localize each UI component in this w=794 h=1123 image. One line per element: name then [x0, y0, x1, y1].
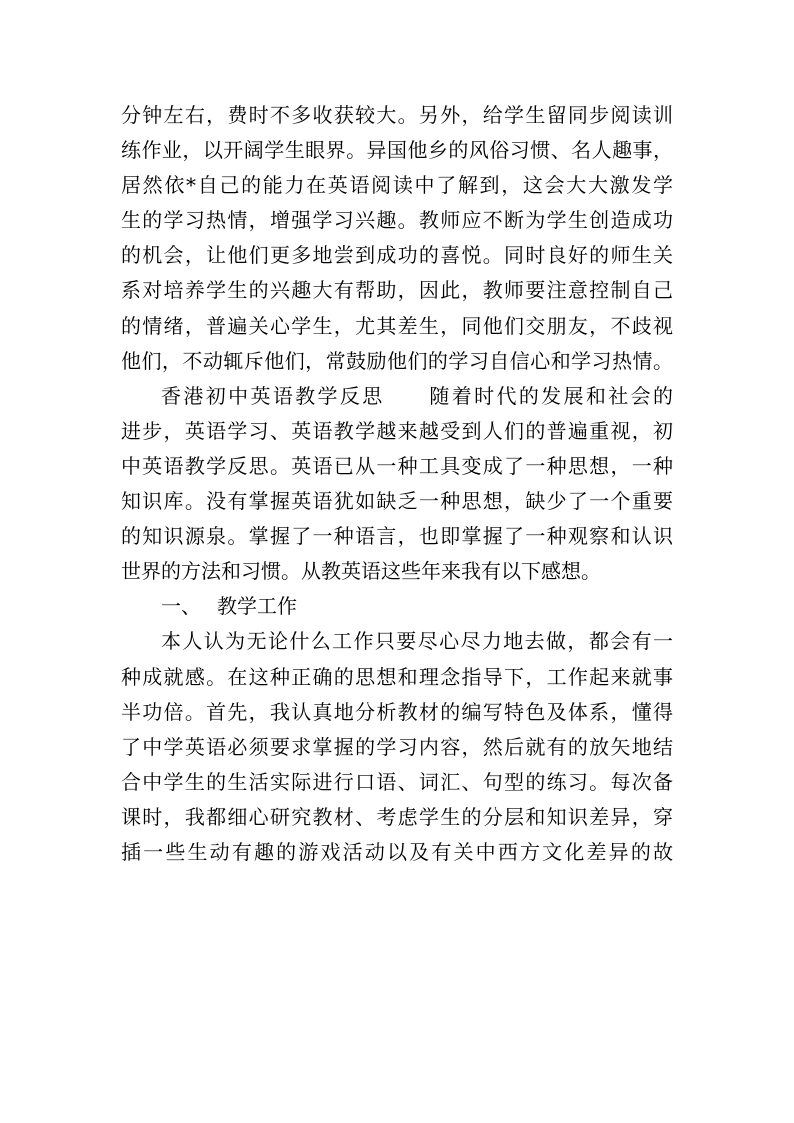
text-line: 系对培养学生的兴趣大有帮助，因此，教师要注意控制自己 [121, 278, 673, 303]
text-line: 种成就感。在这种正确的思想和理念指导下，工作起来就事 [121, 664, 673, 689]
text-line: 的情绪，普遍关心学生，尤其差生，同他们交朋友，不歧视 [121, 313, 673, 338]
text-line: 半功倍。首先，我认真地分析教材的编写特色及体系，懂得 [121, 699, 673, 724]
text-line: 了中学英语必须要求掌握的学习内容，然后就有的放矢地结 [121, 734, 673, 759]
text-line: 世界的方法和习惯。从教英语这些年来我有以下感想。 [121, 559, 601, 584]
text-line: 的知识源泉。掌握了一种语言，也即掌握了一种观察和认识 [121, 524, 673, 549]
paragraph [121, 98, 673, 379]
text-line: 进步，英语学习、英语教学越来越受到人们的普遍重视，初 [121, 418, 673, 443]
text-line: 课时，我都细心研究教材、考虑学生的分层和知识差异，穿 [121, 804, 673, 829]
text-line: 他们，不动辄斥他们，常鼓励他们的学习自信心和学习热情。 [121, 348, 673, 373]
text-line: 合中学生的生活实际进行口语、词汇、句型的练习。每次备 [121, 769, 673, 794]
text-line: 中英语教学反思。英语已从一种工具变成了一种思想，一种 [121, 453, 673, 478]
text-line: 练作业，以开阔学生眼界。异国他乡的风俗习惯、名人趣事， [121, 138, 673, 163]
text-line: 的机会，让他们更多地尝到成功的喜悦。同时良好的师生关 [121, 243, 673, 268]
document-body [121, 98, 673, 870]
section-number: 一、 [161, 594, 201, 619]
paragraph [121, 624, 673, 870]
text-line: 生的学习热情，增强学习兴趣。教师应不断为学生创造成功 [121, 208, 673, 233]
text-line: 本人认为无论什么工作只要尽心尽力地去做，都会有一 [161, 629, 673, 654]
text-line: 分钟左右，费时不多收获较大。另外，给学生留同步阅读训 [121, 103, 673, 127]
section-title: 教学工作 [217, 594, 297, 619]
text-line: 插一些生动有趣的游戏活动以及有关中西方文化差异的故 [121, 839, 673, 864]
text-line: 居然依*自己的能力在英语阅读中了解到，这会大大激发学 [121, 173, 673, 198]
paragraph [121, 379, 673, 590]
text-line: 知识库。没有掌握英语犹如缺乏一种思想，缺少了一个重要 [121, 489, 673, 514]
text-line: 香港初中英语教学反思 随着时代的发展和社会的 [161, 383, 673, 408]
section-heading [121, 589, 673, 624]
